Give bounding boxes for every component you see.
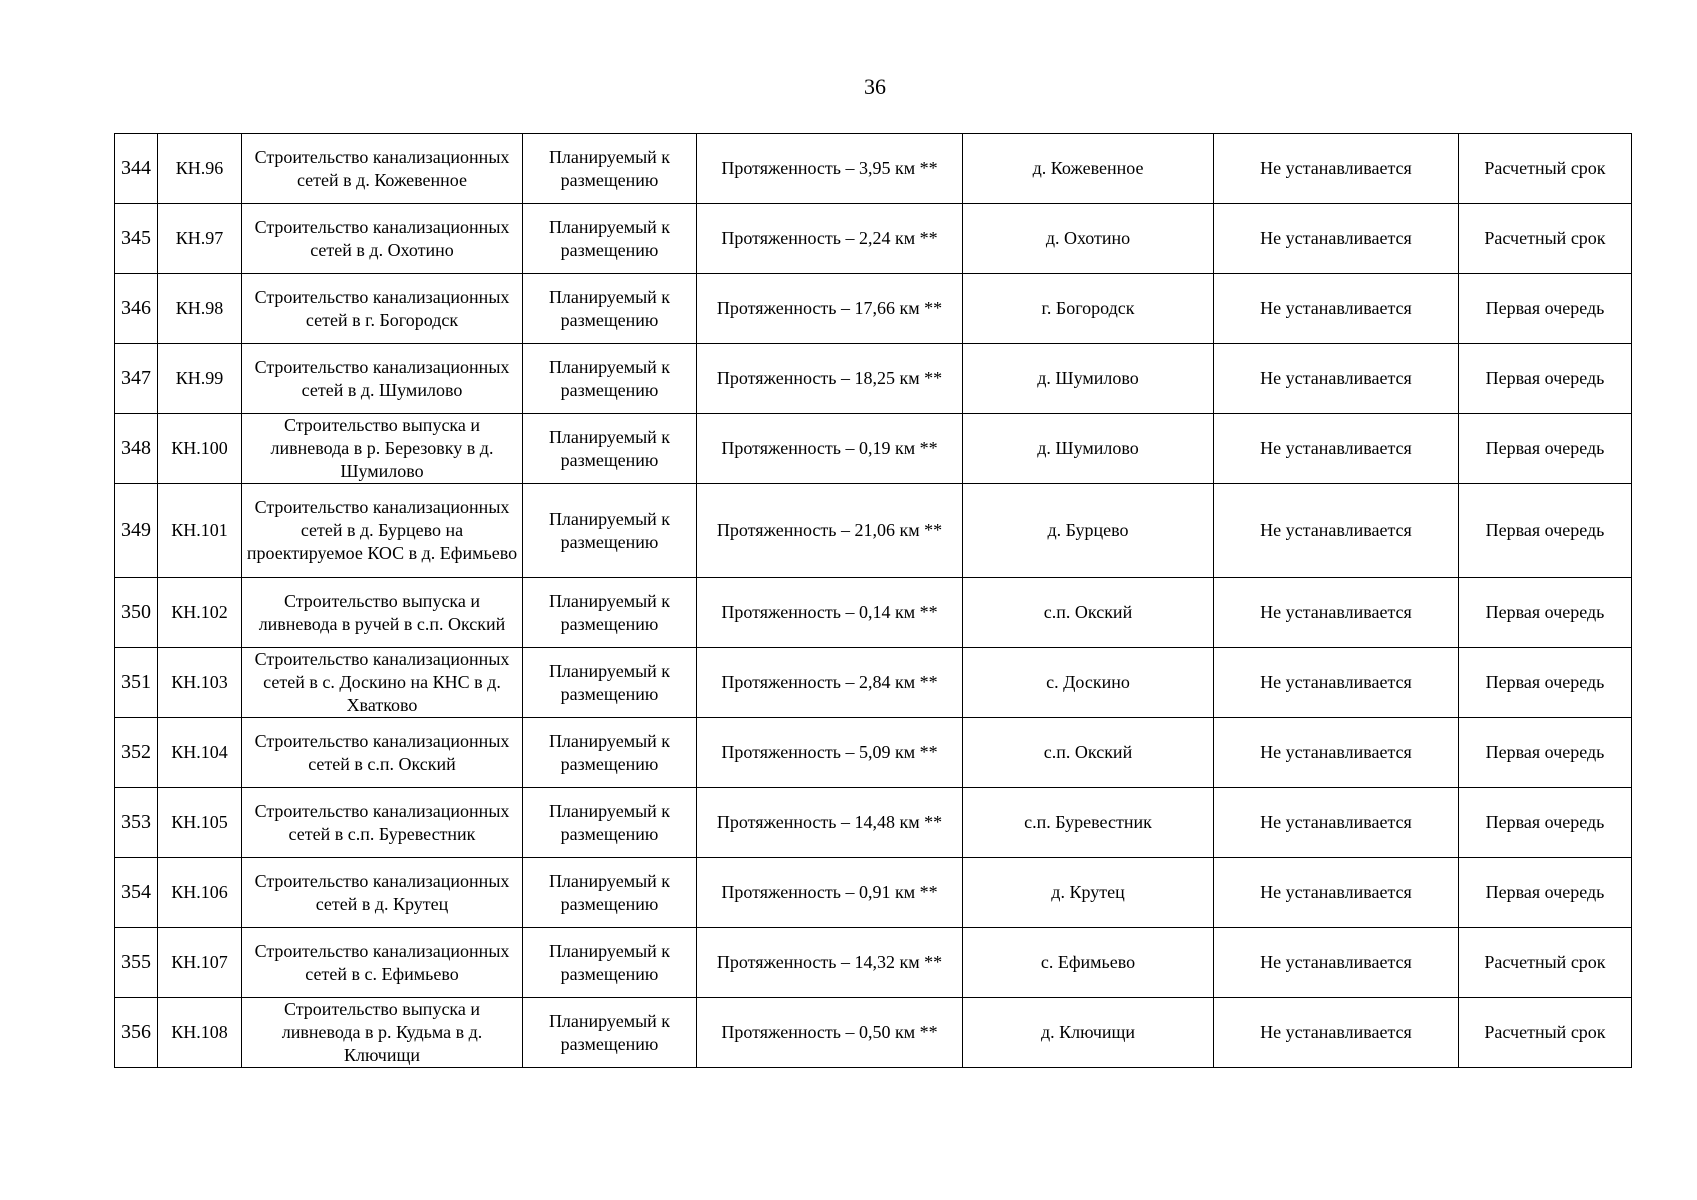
object-status: Планируемый к размещению [523,788,697,858]
table-row [115,578,1632,648]
object-status: Планируемый к размещению [523,204,697,274]
object-status: Планируемый к размещению [523,858,697,928]
object-characteristic: Протяженность – 0,14 км ** [697,578,963,648]
object-location: д. Шумилово [963,414,1214,484]
object-location: д. Крутец [963,858,1214,928]
row-number: 351 [115,648,158,718]
object-status: Планируемый к размещению [523,484,697,578]
table-row [115,718,1632,788]
object-location: д. Шумилово [963,344,1214,414]
object-characteristic: Протяженность – 21,06 км ** [697,484,963,578]
object-zone: Не устанавливается [1214,204,1459,274]
object-code: КН.106 [158,858,242,928]
object-term: Расчетный срок [1459,928,1632,998]
object-characteristic: Протяженность – 14,32 км ** [697,928,963,998]
object-status: Планируемый к размещению [523,414,697,484]
object-location: с. Доскино [963,648,1214,718]
object-location: д. Бурцево [963,484,1214,578]
object-zone: Не устанавливается [1214,274,1459,344]
object-term: Первая очередь [1459,484,1632,578]
object-term: Расчетный срок [1459,998,1632,1068]
object-term: Расчетный срок [1459,204,1632,274]
table-row [115,484,1632,578]
object-code: КН.99 [158,344,242,414]
row-number: 350 [115,578,158,648]
object-location: с. Ефимьево [963,928,1214,998]
object-name: Строительство канализационных сетей в с. Доскино на КНС в д. Хватково [242,648,523,718]
object-status: Планируемый к размещению [523,344,697,414]
object-code: КН.97 [158,204,242,274]
object-zone: Не устанавливается [1214,928,1459,998]
object-zone: Не устанавливается [1214,414,1459,484]
object-status: Планируемый к размещению [523,998,697,1068]
table-row [115,858,1632,928]
object-zone: Не устанавливается [1214,578,1459,648]
object-characteristic: Протяженность – 2,24 км ** [697,204,963,274]
row-number: 347 [115,344,158,414]
object-code: КН.103 [158,648,242,718]
object-location: г. Богородск [963,274,1214,344]
row-number: 346 [115,274,158,344]
row-number: 345 [115,204,158,274]
object-zone: Не устанавливается [1214,134,1459,204]
object-name: Строительство канализационных сетей в д. Крутец [242,858,523,928]
object-term: Первая очередь [1459,648,1632,718]
object-zone: Не устанавливается [1214,718,1459,788]
object-characteristic: Протяженность – 0,19 км ** [697,414,963,484]
object-zone: Не устанавливается [1214,648,1459,718]
table-row [115,788,1632,858]
object-location: с.п. Буревестник [963,788,1214,858]
table-row [115,998,1632,1068]
object-location: д. Ключищи [963,998,1214,1068]
object-location: д. Кожевенное [963,134,1214,204]
object-characteristic: Протяженность – 5,09 км ** [697,718,963,788]
object-zone: Не устанавливается [1214,344,1459,414]
object-name: Строительство выпуска и ливневода в р. Березовку в д. Шумилово [242,414,523,484]
object-zone: Не устанавливается [1214,788,1459,858]
object-characteristic: Протяженность – 18,25 км ** [697,344,963,414]
row-number: 353 [115,788,158,858]
table-row [115,274,1632,344]
object-name: Строительство канализационных сетей в с.п. Окский [242,718,523,788]
object-code: КН.98 [158,274,242,344]
row-number: 348 [115,414,158,484]
object-code: КН.105 [158,788,242,858]
object-characteristic: Протяженность – 0,91 км ** [697,858,963,928]
object-name: Строительство канализационных сетей в д. Шумилово [242,344,523,414]
object-status: Планируемый к размещению [523,578,697,648]
object-term: Расчетный срок [1459,134,1632,204]
object-name: Строительство выпуска и ливневода в р. Кудьма в д. Ключищи [242,998,523,1068]
row-number: 356 [115,998,158,1068]
object-term: Первая очередь [1459,578,1632,648]
object-status: Планируемый к размещению [523,648,697,718]
object-characteristic: Протяженность – 17,66 км ** [697,274,963,344]
object-name: Строительство канализационных сетей в с. Ефимьево [242,928,523,998]
object-status: Планируемый к размещению [523,274,697,344]
table-row [115,344,1632,414]
object-code: КН.101 [158,484,242,578]
object-location: д. Охотино [963,204,1214,274]
row-number: 349 [115,484,158,578]
object-name: Строительство канализационных сетей в д. Бурцево на проектируемое КОС в д. Ефимьево [242,484,523,578]
object-name: Строительство канализационных сетей в с.п. Буревестник [242,788,523,858]
object-term: Первая очередь [1459,858,1632,928]
row-number: 352 [115,718,158,788]
object-term: Первая очередь [1459,414,1632,484]
object-zone: Не устанавливается [1214,484,1459,578]
table-row [115,414,1632,484]
object-term: Первая очередь [1459,274,1632,344]
row-number: 344 [115,134,158,204]
object-name: Строительство канализационных сетей в д. Кожевенное [242,134,523,204]
object-code: КН.104 [158,718,242,788]
object-characteristic: Протяженность – 3,95 км ** [697,134,963,204]
object-location: с.п. Окский [963,718,1214,788]
table-row [115,134,1632,204]
object-characteristic: Протяженность – 14,48 км ** [697,788,963,858]
object-code: КН.96 [158,134,242,204]
objects-table [114,133,1632,1068]
object-characteristic: Протяженность – 0,50 км ** [697,998,963,1068]
object-code: КН.107 [158,928,242,998]
object-status: Планируемый к размещению [523,928,697,998]
object-name: Строительство выпуска и ливневода в ручей в с.п. Окский [242,578,523,648]
object-name: Строительство канализационных сетей в д. Охотино [242,204,523,274]
object-characteristic: Протяженность – 2,84 км ** [697,648,963,718]
row-number: 355 [115,928,158,998]
page-number: 36 [864,74,886,99]
object-name: Строительство канализационных сетей в г. Богородск [242,274,523,344]
object-code: КН.108 [158,998,242,1068]
object-status: Планируемый к размещению [523,134,697,204]
table-row [115,648,1632,718]
object-status: Планируемый к размещению [523,718,697,788]
object-zone: Не устанавливается [1214,998,1459,1068]
object-zone: Не устанавливается [1214,858,1459,928]
object-term: Первая очередь [1459,718,1632,788]
table-row [115,204,1632,274]
object-code: КН.102 [158,578,242,648]
row-number: 354 [115,858,158,928]
object-term: Первая очередь [1459,344,1632,414]
object-term: Первая очередь [1459,788,1632,858]
table-row [115,928,1632,998]
object-code: КН.100 [158,414,242,484]
object-location: с.п. Окский [963,578,1214,648]
